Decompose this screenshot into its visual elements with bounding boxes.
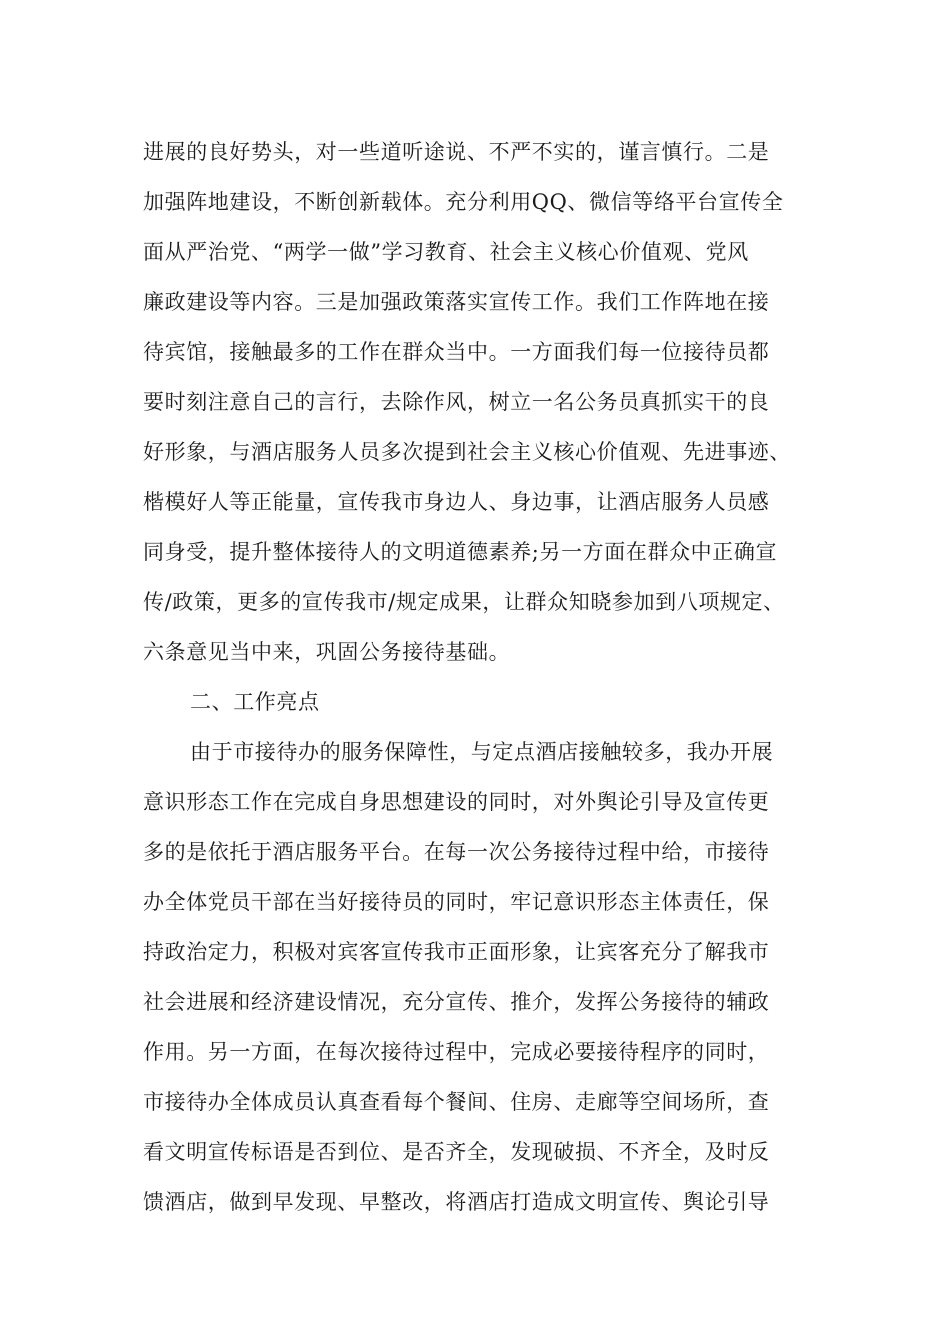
paragraph-line: 市接待办全体成员认真查看每个餐间、住房、走廊等空间场所，查	[143, 1090, 770, 1114]
paragraph-line: 同身受，提升整体接待人的文明道德素养;另一方面在群众中正确宣	[143, 540, 778, 564]
paragraph-line: 廉政建设等内容。三是加强政策落实宣传工作。我们工作阵地在接	[143, 290, 770, 314]
paragraph-line: 要时刻注意自己的言行，去除作风，树立一名公务员真抓实干的良	[143, 390, 770, 414]
section-heading: 二、工作亮点	[190, 690, 320, 714]
paragraph-line: 六条意见当中来，巩固公务接待基础。	[143, 640, 511, 664]
paragraph-line: 加强阵地建设，不断创新载体。充分利用QQ、微信等络平台宣传全	[143, 190, 784, 214]
paragraph-line: 传/政策，更多的宣传我市/规定成果，让群众知晓参加到八项规定、	[143, 590, 785, 614]
paragraph-line: 持政治定力，积极对宾客宣传我市正面形象，让宾客充分了解我市	[143, 940, 770, 964]
paragraph-line: 意识形态工作在完成自身思想建设的同时，对外舆论引导及宣传更	[143, 790, 770, 814]
paragraph-line: 进展的良好势头，对一些道听途说、不严不实的，谨言慎行。二是	[143, 140, 770, 164]
paragraph-line: 作用。另一方面，在每次接待过程中，完成必要接待程序的同时，	[143, 1040, 770, 1064]
paragraph-line: 社会进展和经济建设情况，充分宣传、推介，发挥公务接待的辅政	[143, 990, 770, 1014]
paragraph-line: 楷模好人等正能量，宣传我市身边人、身边事，让酒店服务人员感	[143, 490, 770, 514]
paragraph-line: 面从严治党、“两学一做”学习教育、社会主义核心价值观、党风	[143, 240, 749, 264]
paragraph-line: 由于市接待办的服务保障性，与定点酒店接触较多，我办开展	[190, 740, 774, 764]
paragraph-line: 办全体党员干部在当好接待员的同时，牢记意识形态主体责任，保	[143, 890, 770, 914]
paragraph-line: 好形象，与酒店服务人员多次提到社会主义核心价值观、先进事迹、	[143, 440, 791, 464]
paragraph-line: 馈酒店，做到早发现、早整改，将酒店打造成文明宣传、舆论引导	[143, 1190, 770, 1214]
paragraph-line: 待宾馆，接触最多的工作在群众当中。一方面我们每一位接待员都	[143, 340, 770, 364]
paragraph-line: 看文明宣传标语是否到位、是否齐全，发现破损、不齐全，及时反	[143, 1140, 770, 1164]
paragraph-line: 多的是依托于酒店服务平台。在每一次公务接待过程中给，市接待	[143, 840, 770, 864]
